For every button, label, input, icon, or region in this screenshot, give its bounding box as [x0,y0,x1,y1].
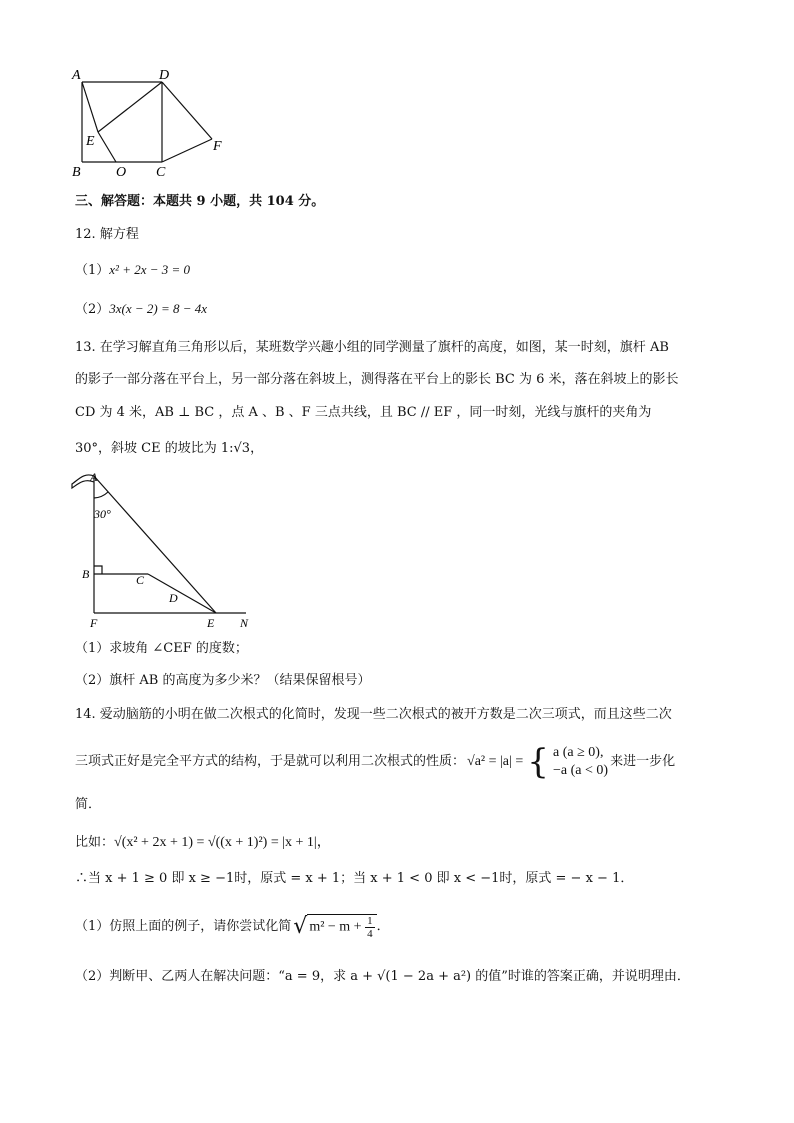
q13-line1: 13. 在学习解直角三角形以后，某班数学兴趣小组的同学测量了旗杆的高度，如图，某一时刻，旗杆 AB [75,340,669,355]
q14-sub1-denominator: 4 [367,928,373,940]
fig1-label-d: D [159,68,170,83]
q14-line2 [75,740,675,784]
figure-flagpole [68,470,268,630]
q13-sub1: （1）求坡角 ∠CEF 的度数； [75,641,248,656]
q14-sub1-fraction [365,915,375,940]
q12-part2-equation: 3x(x − 2) = 8 − 4x [109,301,208,316]
q14-line2-post: 来进一步化 [610,754,676,769]
q14-sub1-radicand-text: m² − m + [309,919,362,935]
q14-piecewise: { a (a ≥ 0), −a (a < 0) [527,742,609,782]
q12-number: 12. [75,227,96,242]
fig2-label-angle: 30° [94,507,111,521]
q14-case2: −a (a < 0) [553,763,609,778]
q13-line3: CD 为 4 米，AB ⊥ BC ，点 A 、B 、F 三点共线，且 BC // EF ，同一时刻，光线与旗杆的夹角为 [75,405,652,420]
figure-square-abcd [66,62,236,182]
fig2-label-f: F [90,616,98,630]
q13-line2: 的影子一部分落在平台上，另一部分落在斜坡上，测得落在平台上的影长 BC 为 6 米，落在斜坡上的影长 [75,372,679,387]
q14-line2-pre: 三项式正好是完全平方式的结构，于是就可以利用二次根式的性质： [75,754,466,769]
q12-part2-label: （2） [75,302,110,317]
q14-sub1-pre: （1）仿照上面的例子，请你尝试化简 [75,919,292,934]
q14-example-pre: 比如： [75,835,115,850]
q14-line1: 14. 爱动脑筋的小明在做二次根式的化简时，发现一些二次根式的被开方数是二次三项式，而且这些二次 [75,707,672,722]
q14-example [75,834,331,852]
q14-sub1-numerator: 1 [367,915,373,927]
section-heading: 三、解答题：本题共 9 小题，共 104 分。 [75,194,325,209]
q12-part1 [75,261,190,280]
q14-line3: 简． [75,797,102,812]
fig2-label-b: B [82,567,90,581]
q12-title [75,226,139,244]
q13-line4: 30°，斜坡 CE 的坡比为 1:√3， [75,441,264,456]
fig2-label-c: C [136,573,145,587]
fig1-label-o: O [116,165,127,180]
q14-case1: a (a ≥ 0), [553,745,604,760]
q14-formula-left: √a² = |a| = [467,754,524,769]
q12-part1-equation: x² + 2x − 3 = 0 [109,262,191,277]
q14-line5: ∴当 x + 1 ≥ 0 即 x ≥ −1时，原式 = x + 1；当 x + 1 < 0 即 x < −1时，原式 = − x − 1． [75,871,634,886]
fig1-label-a: A [72,68,81,83]
fig1-label-f: F [213,139,222,154]
q12-title-text: 解方程 [99,227,139,242]
q14-example-formula: √(x² + 2x + 1) = √((x + 1)²) = |x + 1|， [114,835,331,850]
fig1-label-e: E [86,134,95,149]
fig2-label-a: A [90,470,98,484]
q12-part2 [75,300,207,319]
q14-sub2: （2）判断甲、乙两人在解决问题：“a = 9，求 a + √(1 − 2a + a²) 的值”时谁的答案正确，并说明理由． [75,969,690,984]
q14-sub1: （1）仿照上面的例子，请你尝试化简 √ m² − m + $\frac{1}{4}$ ． [75,914,390,940]
fig1-label-c: C [156,165,166,180]
q14-sub1-post: ． [376,919,390,934]
fig1-label-b: B [72,165,81,180]
fig2-label-d: D [169,591,178,605]
q13-sub2: （2）旗杆 AB 的高度为多少米？（结果保留根号） [75,673,371,688]
q12-part1-label: （1） [75,263,110,278]
fig2-label-e: E [207,616,215,630]
fig2-label-n: N [240,616,249,630]
q14-sub1-radicand [307,914,376,940]
